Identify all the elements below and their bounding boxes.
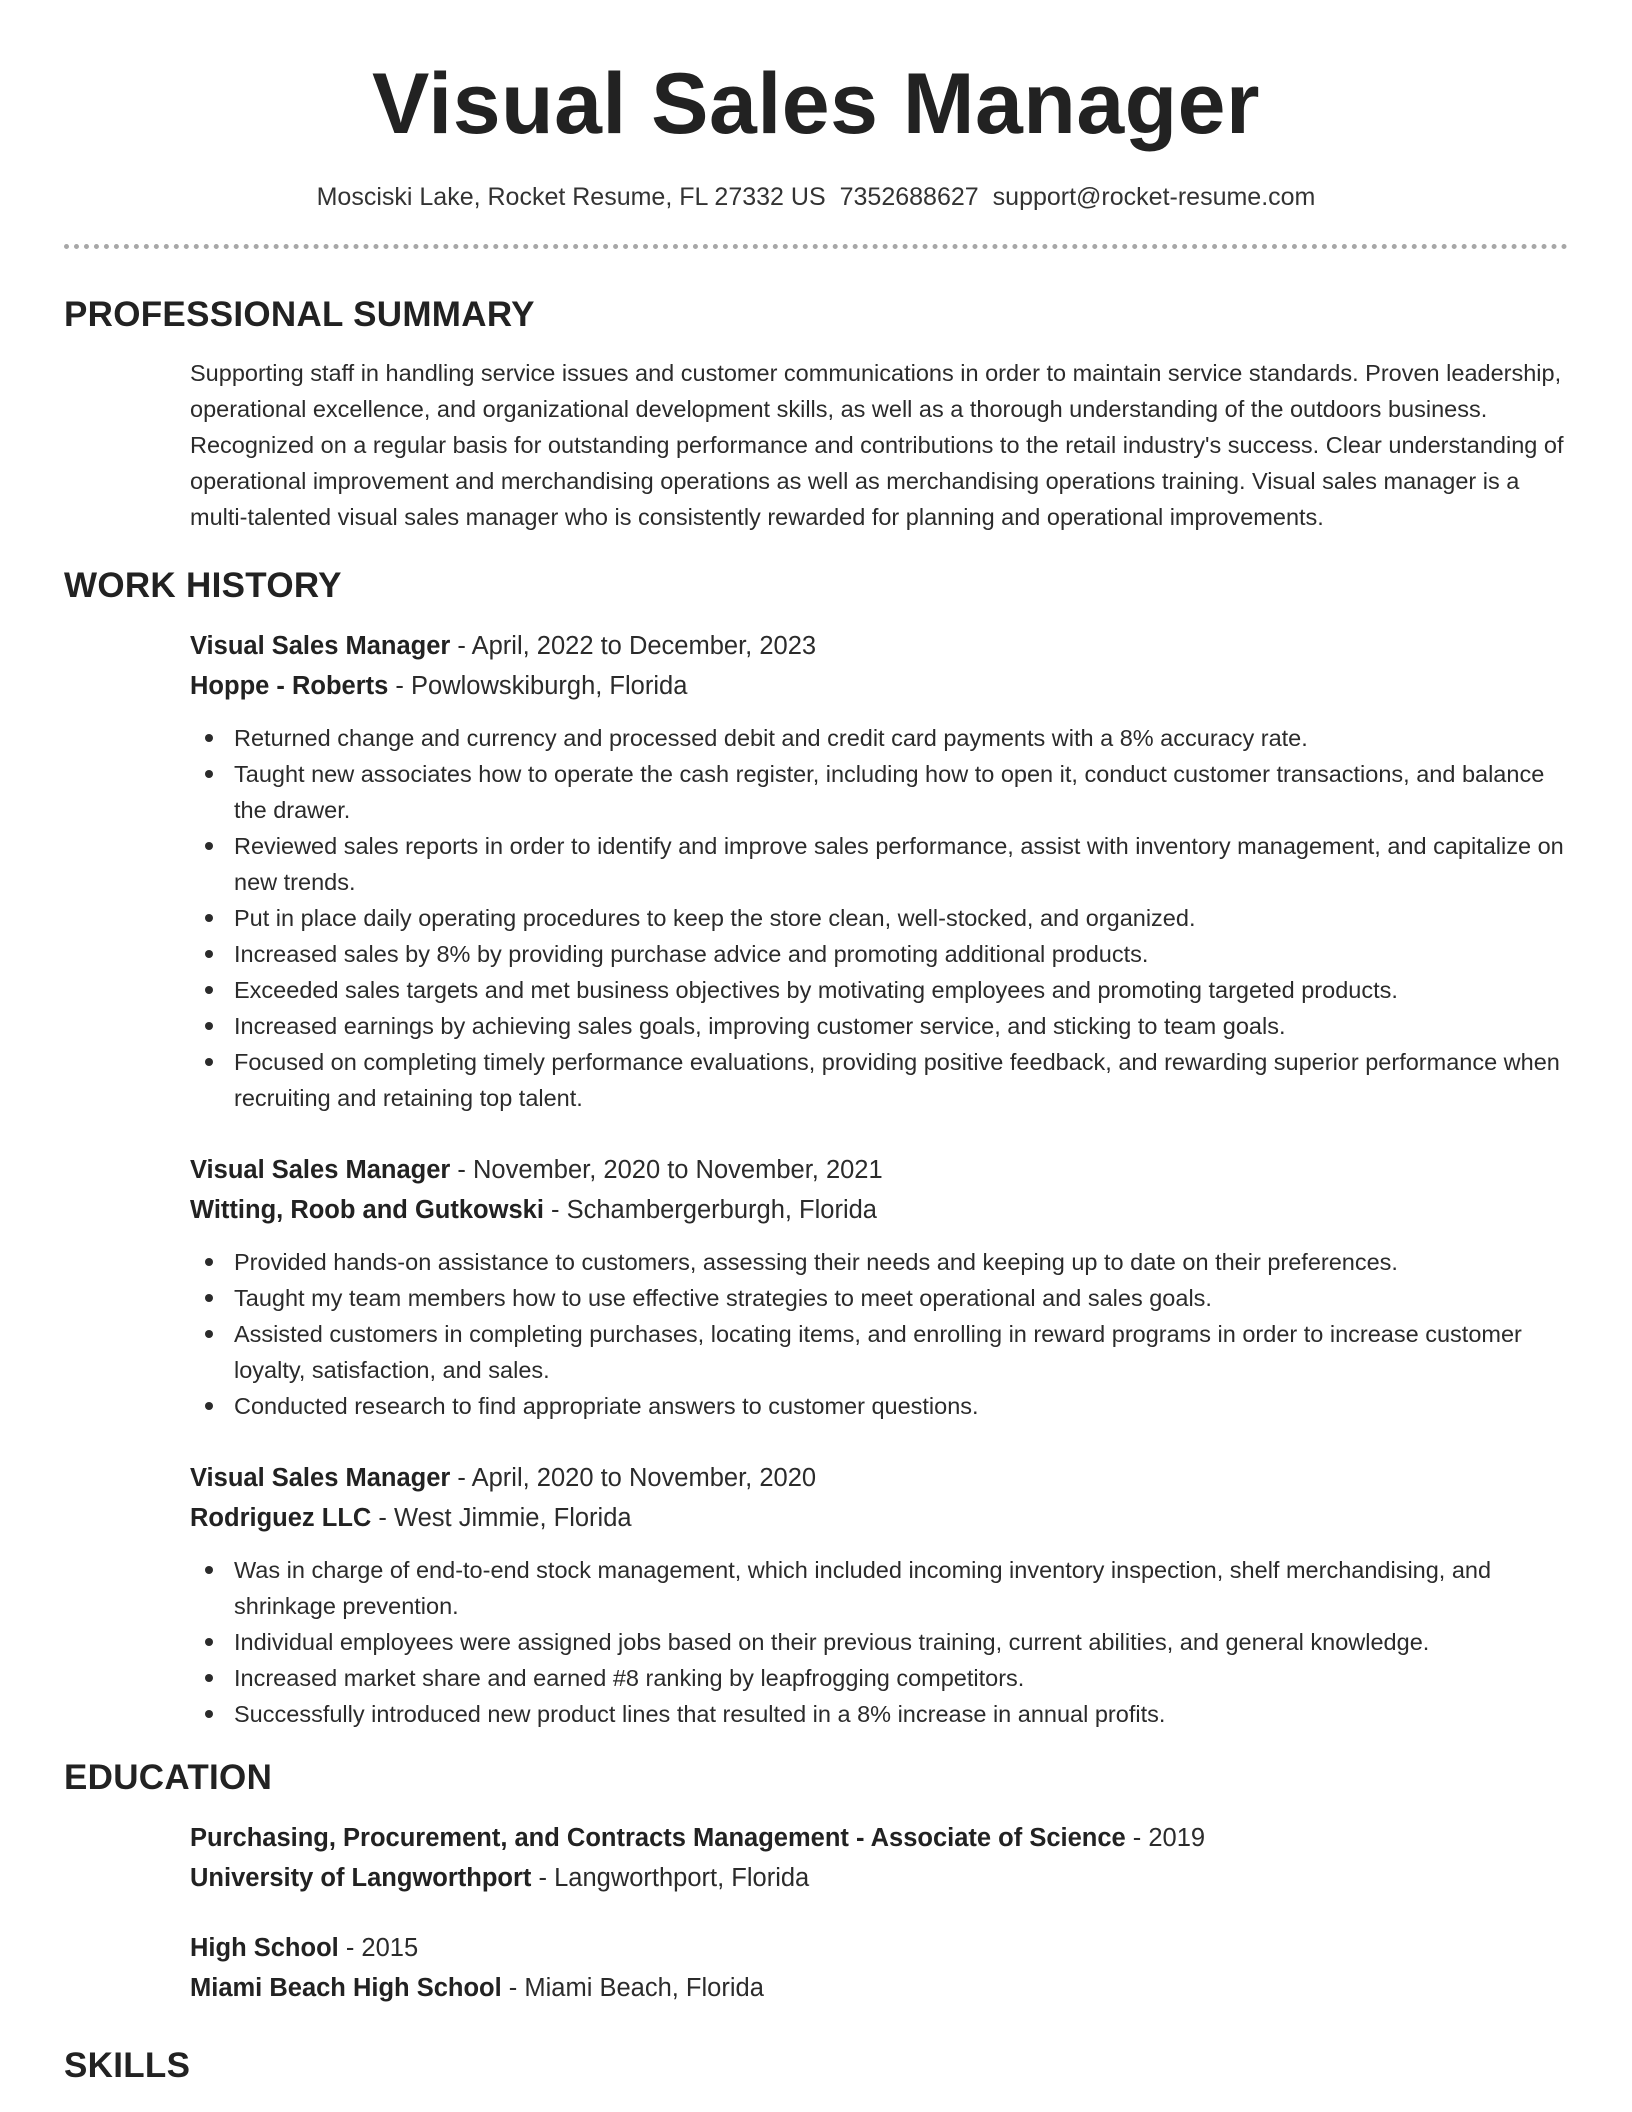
job-dates: - April, 2022 to December, 2023 (450, 632, 817, 660)
resume-name: Visual Sales Manager (372, 56, 1260, 152)
job-company-line (190, 1498, 1568, 1538)
contact-address: Mosciski Lake, Rocket Resume, FL 27332 US (316, 183, 826, 211)
summary-text: Supporting staff in handling service issues and customer communications in order to maintain service standards. Proven leadership, operational excellence, and organizational development skills, as well as a thorough understanding of the outdoors business. Recognized on a regular basis for outstanding performance and contributions to the retail industry's success. Clear understanding of operational improvement and merchandising operations as well as merchandising operations training. Visual sales manager is a multi-talented visual sales manager who is consistently rewarded for planning and operational improvements. (190, 360, 1564, 530)
job-company: Rodriguez LLC (190, 1504, 372, 1532)
summary-heading: PROFESSIONAL SUMMARY (64, 295, 535, 334)
contact-line (64, 180, 1568, 214)
work-history-section (190, 626, 1568, 1732)
education-school: University of Langworthport (190, 1864, 532, 1892)
education-degree-line (190, 1818, 1568, 1858)
job-bullet: Exceeded sales targets and met business objectives by motivating employees and promoting targeted products. (234, 972, 1568, 1008)
job-title-line (190, 1458, 1568, 1498)
contact-email: support@rocket-resume.com (992, 183, 1316, 211)
education-degree: Purchasing, Procurement, and Contracts Management - Associate of Science (190, 1824, 1126, 1852)
job-entry (190, 1458, 1568, 1732)
job-role: Visual Sales Manager (190, 632, 451, 660)
education-heading: EDUCATION (64, 1758, 273, 1797)
job-bullets (234, 720, 1568, 1116)
job-bullet: Returned change and currency and processed debit and credit card payments with a 8% accuracy rate. (234, 720, 1568, 756)
job-entry (190, 626, 1568, 1116)
job-entry (190, 1150, 1568, 1424)
job-bullet: Provided hands-on assistance to customers, assessing their needs and keeping up to date on their preferences. (234, 1244, 1568, 1280)
job-location: - West Jimmie, Florida (371, 1504, 632, 1532)
job-bullet: Assisted customers in completing purchases, locating items, and enrolling in reward programs in order to increase customer loyalty, satisfaction, and sales. (234, 1316, 1568, 1388)
education-location: - Miami Beach, Florida (501, 1974, 764, 2002)
education-degree: High School (190, 1934, 339, 1962)
education-year: - 2019 (1125, 1824, 1206, 1852)
job-location: - Schambergerburgh, Florida (543, 1196, 877, 1224)
job-bullet: Put in place daily operating procedures to keep the store clean, well-stocked, and organized. (234, 900, 1568, 936)
education-school-line (190, 1858, 1568, 1898)
summary-section (190, 355, 1568, 535)
job-bullet: Taught new associates how to operate the cash register, including how to open it, conduct customer transactions, and balance the drawer. (234, 756, 1568, 828)
education-year: - 2015 (338, 1934, 419, 1962)
job-bullet: Focused on completing timely performance evaluations, providing positive feedback, and rewarding superior performance when recruiting and retaining top talent. (234, 1044, 1568, 1116)
job-location: - Powlowskiburgh, Florida (388, 672, 688, 700)
resume-page (64, 0, 1568, 2112)
job-bullets (234, 1244, 1568, 1424)
job-company: Hoppe - Roberts (190, 672, 389, 700)
header-divider (64, 244, 1568, 249)
education-entry (190, 1928, 1568, 2008)
skills-heading: SKILLS (64, 2046, 191, 2085)
job-role: Visual Sales Manager (190, 1156, 451, 1184)
job-bullet: Individual employees were assigned jobs based on their previous training, current abilities, and general knowledge. (234, 1624, 1568, 1660)
job-bullet: Increased earnings by achieving sales goals, improving customer service, and sticking to team goals. (234, 1008, 1568, 1044)
job-company-line (190, 666, 1568, 706)
education-school-line (190, 1968, 1568, 2008)
job-bullet: Successfully introduced new product lines that resulted in a 8% increase in annual profits. (234, 1696, 1568, 1732)
job-dates: - April, 2020 to November, 2020 (450, 1464, 817, 1492)
contact-phone: 7352688627 (839, 183, 979, 211)
job-dates: - November, 2020 to November, 2021 (450, 1156, 883, 1184)
education-school: Miami Beach High School (190, 1974, 502, 2002)
job-bullet: Reviewed sales reports in order to identify and improve sales performance, assist with inventory management, and capitalize on new trends. (234, 828, 1568, 900)
education-entry (190, 1818, 1568, 1898)
job-bullet: Increased sales by 8% by providing purchase advice and promoting additional products. (234, 936, 1568, 972)
education-location: - Langworthport, Florida (531, 1864, 810, 1892)
job-title-line (190, 1150, 1568, 1190)
job-bullet: Was in charge of end-to-end stock management, which included incoming inventory inspection, shelf merchandising, and shrinkage prevention. (234, 1552, 1568, 1624)
job-bullet: Increased market share and earned #8 ranking by leapfrogging competitors. (234, 1660, 1568, 1696)
job-bullet: Taught my team members how to use effective strategies to meet operational and sales goals. (234, 1280, 1568, 1316)
job-role: Visual Sales Manager (190, 1464, 451, 1492)
job-company-line (190, 1190, 1568, 1230)
job-bullets (234, 1552, 1568, 1732)
job-title-line (190, 626, 1568, 666)
job-company: Witting, Roob and Gutkowski (190, 1196, 544, 1224)
job-bullet: Conducted research to find appropriate answers to customer questions. (234, 1388, 1568, 1424)
education-degree-line (190, 1928, 1568, 1968)
work-history-heading: WORK HISTORY (64, 566, 342, 605)
education-section (190, 1818, 1568, 2008)
